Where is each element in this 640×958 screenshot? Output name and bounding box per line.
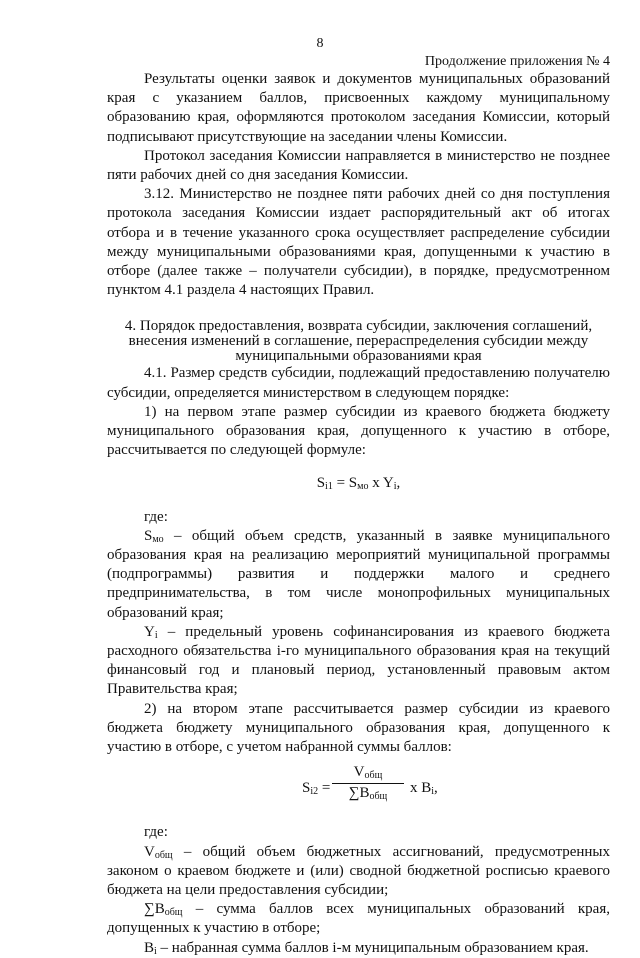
where-label-2: где: xyxy=(144,824,168,841)
definition-bi: $B_i$ – набранная сумма баллов i-м муниципальным образованием края. xyxy=(144,939,589,957)
formula-si1: $S_{i1} = S_{мо}$ x $Y_i$, xyxy=(316,475,401,493)
paragraph-stage-2: 2) на втором этапе рассчитывается размер субсидии из краевого бюджета бюджету муниципального образования края, допущенного к участию в отборе, с учетом набранной суммы баллов: xyxy=(107,700,610,756)
fraction: $V_{общ}$ $\sum B_{общ}$ xyxy=(332,763,404,803)
definition-vobsch: $V_{общ}$ – общий объем бюджетных ассигнований, предусмотренных законом о краевом бюджете и (или) сводной бюджетной росписью краевого бюджета на цели предоставления субсидии; xyxy=(107,843,610,898)
spacer xyxy=(107,300,610,319)
definition-sumb: $\sum B_{общ}$ – сумма баллов всех муниципальных образований края, допущенных к участию в отборе; xyxy=(107,901,610,937)
paragraph-protocol: Протокол заседания Комиссии направляется в министерство не позднее пяти рабочих дней со дня заседания Комиссии. xyxy=(107,147,610,184)
paragraph-results: Результаты оценки заявок и документов муниципальных образований края с указанием баллов, присвоенных каждому муниципальному образованию края, оформляются протоколом заседания Комиссии, который подписывают присутствующие на заседании члены Комиссии. xyxy=(107,71,610,145)
page-number: 8 xyxy=(316,36,324,51)
where-label-1: где: xyxy=(144,508,168,525)
paragraph-stage-1: 1) на первом этапе размер субсидии из краевого бюджета бюджету муниципального образования края, допущенного к участию в отборе, рассчитывается по следующей формуле: xyxy=(107,403,610,459)
definition-yi: $Y_i$ – предельный уровень софинансирования из краевого бюджета расходного обязательства i-го муниципального образования края на текущий финансовый год и плановый период, установленный правовым актом Правительства края; xyxy=(107,623,610,698)
section-4-heading: 4. Порядок предоставления, возврата субсидии, заключения соглашений, внесения изменений в соглашение, перераспределения субсидии между муниципальными образованиями края xyxy=(124,318,593,365)
paragraph-3-12: 3.12. Министерство не позднее пяти рабочих дней со дня поступления протокола заседания Комиссии издает распорядительный акт об итогах отбора и в течение указанного срока осуществляет распределение субсидии между муниципальными образованиями края, допущенными к участию в отборе (далее также – получатели субсидии), в порядке, предусмотренном пунктом 4.1 раздела 4 настоящих Правил. xyxy=(107,186,610,299)
formula-si2: $S_{i2}$ = $V_{общ}$ $\sum B_{общ}$ x $B_i$, xyxy=(302,764,438,803)
paragraph-4-1: 4.1. Размер средств субсидии, подлежащий предоставлению получателю субсидии, определяется министерством в следующем порядке: xyxy=(107,365,610,401)
appendix-caption: Продолжение приложения № 4 xyxy=(424,54,610,69)
document-body xyxy=(107,70,610,958)
definition-smo: $S_{мо}$ – общий объем средств, указанный в заявке муниципального образования края на реализацию мероприятий муниципальной программы (подпрограммы) развития и поддержки малого и среднего предпринимательства, в том числе монопрофильных муниципальных образований края; xyxy=(107,527,610,621)
